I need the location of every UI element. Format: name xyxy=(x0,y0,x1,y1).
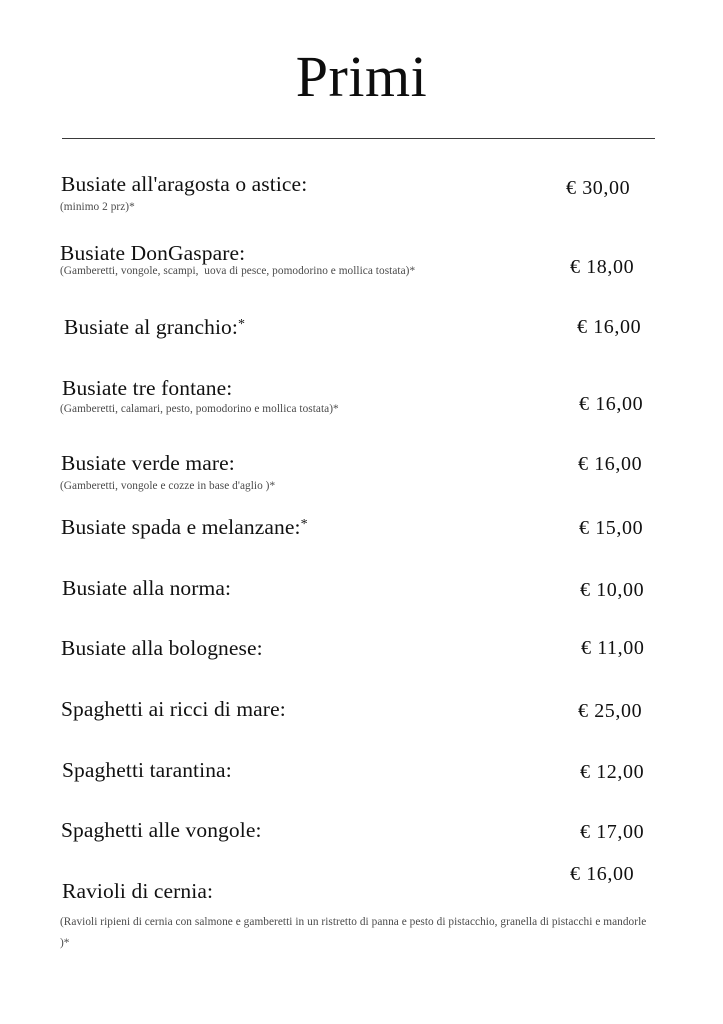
menu-item-name: Busiate al granchio:* xyxy=(64,315,245,339)
menu-item-name: Busiate verde mare: xyxy=(61,451,235,475)
menu-item-price: € 16,00 xyxy=(577,316,642,338)
menu-item-price: € 30,00 xyxy=(566,177,631,199)
menu-item-name: Spaghetti alle vongole: xyxy=(61,818,262,842)
menu-item-name: Spaghetti tarantina: xyxy=(62,758,232,782)
menu-item-price: € 17,00 xyxy=(580,821,645,843)
menu-item-description: (Gamberetti, calamari, pesto, pomodorino e mollica tostata)* xyxy=(60,403,339,415)
page-title: Primi xyxy=(295,44,428,109)
menu-item-price: € 18,00 xyxy=(570,256,635,278)
menu-item-price: € 12,00 xyxy=(580,761,645,783)
menu-item-name: Busiate tre fontane: xyxy=(62,376,233,400)
menu-item-name: Busiate alla norma: xyxy=(62,576,232,600)
menu-item-price: € 10,00 xyxy=(580,579,645,601)
menu-item-name: Busiate alla bolognese: xyxy=(61,636,263,660)
menu-item-price: € 15,00 xyxy=(579,517,644,539)
menu-item-name: Busiate spada e melanzane:* xyxy=(61,515,308,539)
menu-item-description: (Gamberetti, vongole e cozze in base d'aglio )* xyxy=(60,480,276,492)
menu-item-name: Busiate DonGaspare: xyxy=(60,241,246,265)
title-divider xyxy=(62,138,655,139)
asterisk-marker: * xyxy=(237,317,245,332)
menu-item-price: € 16,00 xyxy=(570,863,635,885)
menu-item-description: (Gamberetti, vongole, scampi, uova di pesce, pomodorino e mollica tostata)* xyxy=(60,265,416,277)
menu-item-description: (Ravioli ripieni di cernia con salmone e gamberetti in un ristretto di panna e pesto di pistacchio, granella di pistacchi e mandorle )* xyxy=(60,916,647,949)
asterisk-marker: * xyxy=(300,517,308,532)
menu-item-price: € 16,00 xyxy=(579,393,644,415)
menu-item-description: (minimo 2 prz)* xyxy=(60,201,135,213)
menu-item-name: Busiate all'aragosta o astice: xyxy=(61,172,308,196)
menu-item-price: € 16,00 xyxy=(578,453,643,475)
menu-item-price: € 11,00 xyxy=(581,637,645,659)
menu-item-name: Ravioli di cernia: xyxy=(62,879,214,903)
menu-item-name: Spaghetti ai ricci di mare: xyxy=(61,697,286,721)
menu-item-price: € 25,00 xyxy=(578,700,643,722)
